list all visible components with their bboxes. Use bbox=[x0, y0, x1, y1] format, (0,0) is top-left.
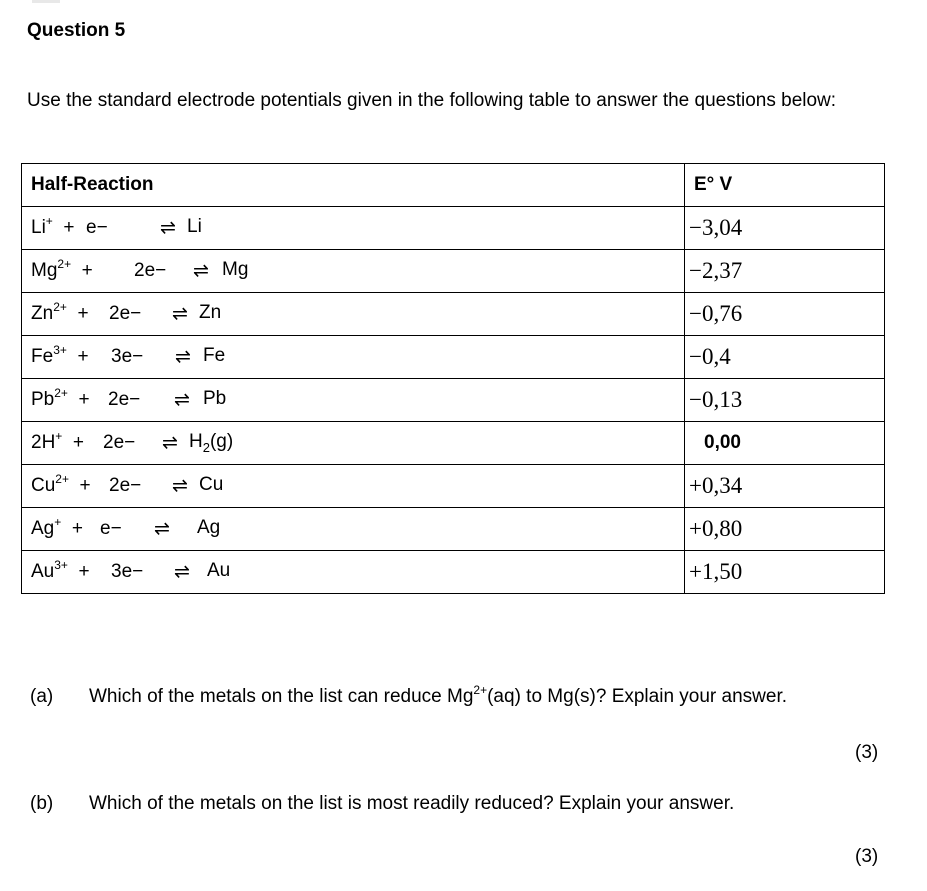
equilibrium-arrow-icon: ⇌ bbox=[174, 561, 190, 583]
part-b-marks: (3) bbox=[855, 846, 879, 867]
table-row bbox=[22, 250, 885, 293]
part-a-marks: (3) bbox=[855, 742, 879, 763]
table-header-row bbox=[22, 164, 885, 207]
electrons: 2e− bbox=[134, 260, 167, 281]
plus-sign: + bbox=[72, 432, 84, 453]
electrons: e− bbox=[100, 518, 122, 539]
plus-sign: + bbox=[78, 389, 90, 410]
electrons: 3e− bbox=[111, 561, 144, 582]
product-subscript: 2 bbox=[202, 439, 210, 455]
part-b-label: (b) bbox=[30, 793, 54, 814]
reactant-ion: Mg bbox=[31, 260, 58, 281]
electrode-potential-table bbox=[21, 163, 885, 594]
product bbox=[199, 474, 223, 498]
equilibrium-arrow-icon: ⇌ bbox=[154, 518, 170, 540]
half-reaction-cell bbox=[22, 207, 685, 250]
product bbox=[207, 560, 230, 584]
table-row bbox=[22, 508, 885, 551]
ion-charge: 3+ bbox=[53, 343, 67, 357]
product-symbol: Zn bbox=[199, 302, 222, 324]
ion-charge: 2+ bbox=[53, 300, 67, 314]
ion-charge: + bbox=[54, 515, 62, 529]
ion-charge: 2+ bbox=[57, 257, 72, 271]
potential-value: 0,00 bbox=[685, 422, 885, 465]
half-reaction-cell bbox=[22, 379, 685, 422]
potential-value: +1,50 bbox=[685, 551, 885, 594]
question-title: Question 5 bbox=[27, 20, 126, 41]
product-symbol: Pb bbox=[203, 388, 227, 410]
plus-sign: + bbox=[78, 561, 90, 582]
reactant bbox=[31, 558, 90, 583]
table-row bbox=[22, 293, 885, 336]
potential-value: −3,04 bbox=[685, 207, 885, 250]
ion-charge: 2+ bbox=[54, 386, 68, 400]
reactant bbox=[31, 515, 83, 540]
potential-value: −0,13 bbox=[685, 379, 885, 422]
part-a-text-before: Which of the metals on the list can reduce Mg bbox=[89, 686, 474, 707]
electrons: 2e− bbox=[108, 389, 141, 410]
potential-value: −2,37 bbox=[685, 250, 885, 293]
product-symbol: Cu bbox=[199, 474, 224, 496]
header-half-reaction: Half-Reaction bbox=[22, 164, 685, 207]
product bbox=[222, 259, 248, 283]
equilibrium-arrow-icon: ⇌ bbox=[160, 217, 176, 239]
part-b-question: Which of the metals on the list is most readily reduced? Explain your answer. bbox=[89, 793, 735, 814]
product-symbol: H bbox=[189, 431, 203, 453]
ion-charge: + bbox=[45, 214, 53, 228]
electrons: e− bbox=[86, 217, 108, 238]
table-row bbox=[22, 379, 885, 422]
half-reaction-cell bbox=[22, 422, 685, 465]
ion-charge: 2+ bbox=[55, 472, 69, 486]
reactant-ion: Pb bbox=[31, 389, 55, 410]
product-symbol: Mg bbox=[222, 259, 249, 281]
reactant-ion: Ag bbox=[31, 518, 55, 539]
product bbox=[203, 388, 226, 412]
part-a-question bbox=[89, 683, 788, 708]
part-a-text-after: (aq) to Mg(s)? Explain your answer. bbox=[487, 686, 788, 707]
reactant-ion: Li bbox=[31, 217, 46, 238]
product bbox=[187, 216, 202, 240]
half-reaction-cell bbox=[22, 551, 685, 594]
part-a-superscript: 2+ bbox=[473, 683, 488, 697]
table-row bbox=[22, 551, 885, 594]
reactant bbox=[31, 472, 91, 497]
reactant bbox=[31, 429, 84, 454]
product-symbol: Fe bbox=[203, 345, 226, 367]
product-symbol: Ag bbox=[197, 517, 221, 539]
electrons: 2e− bbox=[109, 303, 142, 324]
plus-sign: + bbox=[63, 217, 75, 238]
reactant bbox=[31, 300, 89, 325]
plus-sign: + bbox=[77, 303, 89, 324]
product-symbol: Au bbox=[207, 560, 231, 582]
part-a-label: (a) bbox=[30, 686, 54, 707]
equilibrium-arrow-icon: ⇌ bbox=[172, 303, 188, 325]
product bbox=[203, 345, 225, 369]
reactant-ion: Fe bbox=[31, 346, 54, 367]
reactant bbox=[31, 343, 89, 368]
ion-charge: 3+ bbox=[54, 558, 68, 572]
electrons: 2e− bbox=[103, 432, 136, 453]
potential-value: +0,80 bbox=[685, 508, 885, 551]
header-potential: E° V bbox=[685, 164, 885, 207]
half-reaction-cell bbox=[22, 336, 685, 379]
question-intro: Use the standard electrode potentials given in the following table to answer the questions below: bbox=[27, 90, 837, 111]
product-state: (g) bbox=[209, 431, 234, 453]
half-reaction-cell bbox=[22, 465, 685, 508]
reactant-ion: Cu bbox=[31, 475, 56, 496]
plus-sign: + bbox=[81, 260, 93, 281]
plus-sign: + bbox=[71, 518, 83, 539]
equilibrium-arrow-icon: ⇌ bbox=[172, 475, 188, 497]
reactant-ion: Zn bbox=[31, 303, 54, 324]
reactant-ion: 2H bbox=[31, 432, 56, 453]
table-row bbox=[22, 422, 885, 465]
product bbox=[197, 517, 220, 541]
table-row bbox=[22, 336, 885, 379]
product bbox=[189, 431, 233, 455]
reactant-ion: Au bbox=[31, 561, 55, 582]
table-row bbox=[22, 465, 885, 508]
reactant bbox=[31, 257, 93, 282]
electrons: 3e− bbox=[111, 346, 144, 367]
potential-value: −0,4 bbox=[685, 336, 885, 379]
potential-value: +0,34 bbox=[685, 465, 885, 508]
half-reaction-cell bbox=[22, 250, 685, 293]
plus-sign: + bbox=[79, 475, 91, 496]
equilibrium-arrow-icon: ⇌ bbox=[193, 260, 209, 282]
potential-value: −0,76 bbox=[685, 293, 885, 336]
half-reaction-cell bbox=[22, 508, 685, 551]
equilibrium-arrow-icon: ⇌ bbox=[162, 432, 178, 454]
product-symbol: Li bbox=[187, 216, 202, 238]
product bbox=[199, 302, 221, 326]
ion-charge: + bbox=[55, 429, 63, 443]
equilibrium-arrow-icon: ⇌ bbox=[174, 389, 190, 411]
reactant bbox=[31, 214, 75, 239]
equilibrium-arrow-icon: ⇌ bbox=[175, 346, 191, 368]
table-row bbox=[22, 207, 885, 250]
plus-sign: + bbox=[77, 346, 89, 367]
half-reaction-cell bbox=[22, 293, 685, 336]
electrons: 2e− bbox=[109, 475, 142, 496]
reactant bbox=[31, 386, 90, 411]
page-corner-mark bbox=[32, 0, 60, 3]
